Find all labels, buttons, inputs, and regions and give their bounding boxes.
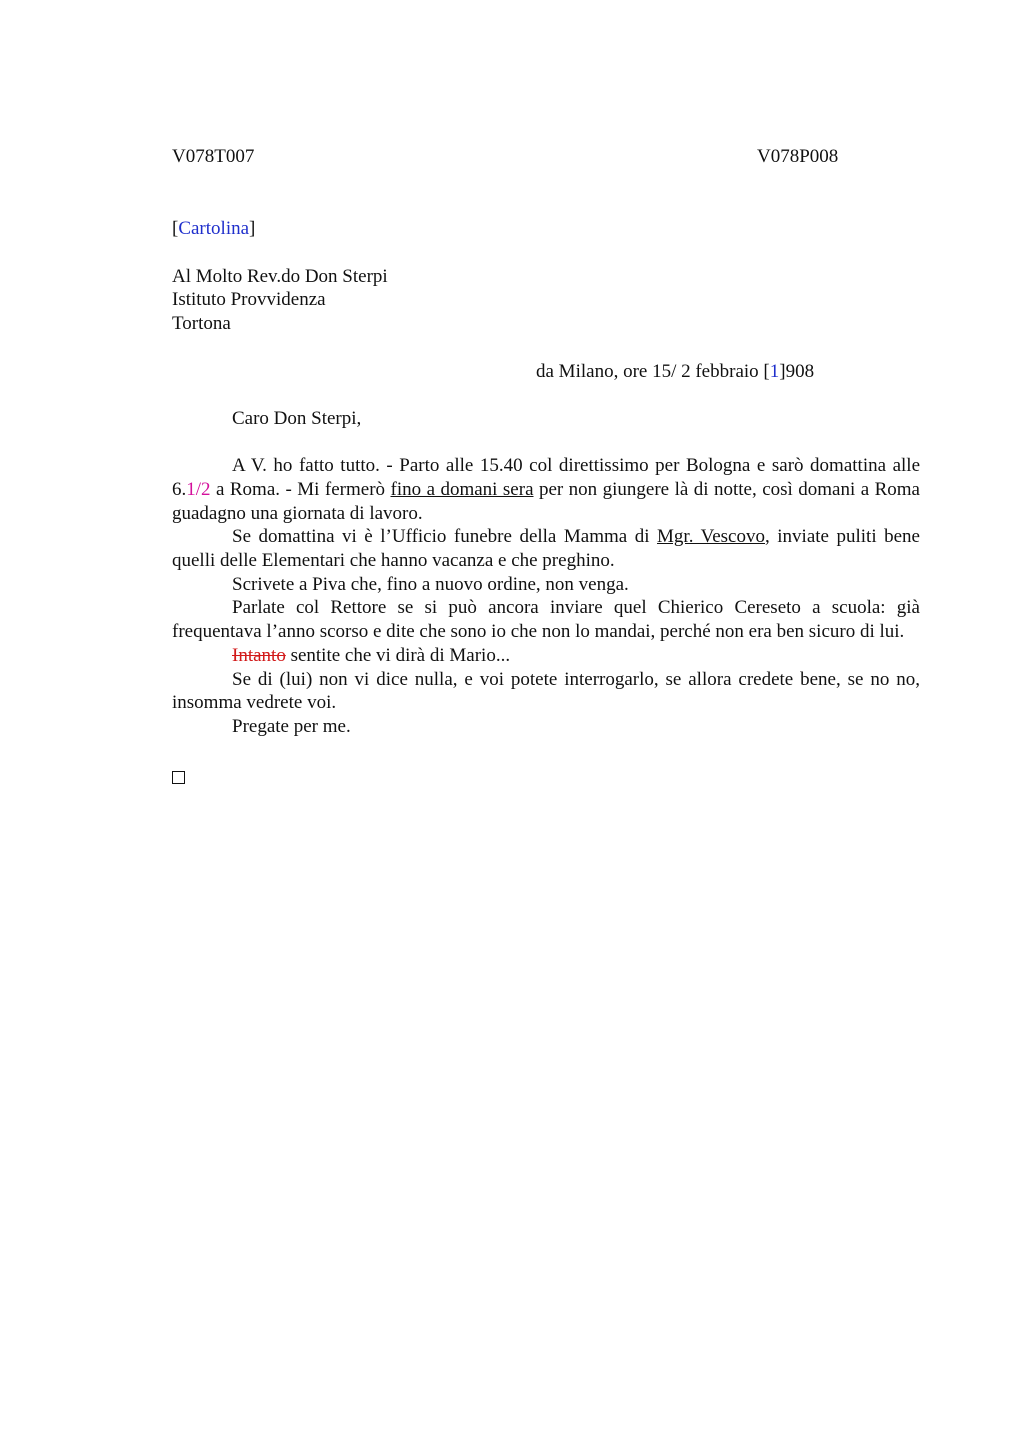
paragraph-2: Se domattina vi è l’Ufficio funebre della Mamma di Mgr. Vescovo, inviate puliti bene quelli delle Elementari che hanno vacanza e che preghino. <box>172 526 920 572</box>
end-mark <box>172 768 920 790</box>
archive-codes <box>172 146 920 170</box>
underlined-text: fino a domani sera <box>390 478 534 500</box>
document-type: [Cartolina] <box>172 218 256 239</box>
address-line-1: Al Molto Rev.do Don Sterpi <box>172 265 388 287</box>
paragraph-6: Se di (lui) non vi dice nulla, e voi potete interrogarlo, se allora credete bene, se no no, insomma vedrete voi. <box>172 668 920 714</box>
paragraph-3: Scrivete a Piva che, fino a nuovo ordine, non venga. <box>232 573 629 595</box>
salutation: Caro Don Sterpi, <box>232 407 362 429</box>
letter-page <box>172 146 920 790</box>
right-code: V078P008 <box>757 146 839 167</box>
address-block <box>172 265 920 336</box>
empty-square-icon <box>172 771 185 784</box>
left-code: V078T007 <box>172 146 255 167</box>
struck-text: Intanto <box>232 644 286 666</box>
letter-body <box>172 454 920 738</box>
document-type-label: Cartolina <box>178 218 250 239</box>
dateline-year-digit: 1 <box>769 360 780 382</box>
paragraph-5: Intanto sentite che vi dirà di Mario... <box>232 644 511 666</box>
paragraph-7: Pregate per me. <box>232 715 351 737</box>
paragraph-4: Parlate col Rettore se si può ancora inviare quel Chierico Cereseto a scuola: già frequentava l’anno scorso e dite che sono io che non lo mandai, perché non era ben sicuro di lui. <box>172 597 920 643</box>
underlined-text: Mgr. Vescovo <box>657 526 765 548</box>
fraction-text: 1/2 <box>186 478 211 500</box>
address-line-2: Istituto Provvidenza <box>172 289 326 311</box>
address-line-3: Tortona <box>172 313 231 335</box>
paragraph-1: A V. ho fatto tutto. - Parto alle 15.40 col direttissimo per Bologna e sarò domattina alle 6.1/2 a Roma. - Mi fermerò fino a domani sera per non giungere là di notte, così domani a Roma guadagno una giornata di lavoro. <box>172 455 920 524</box>
dateline: da Milano, ore 15/ 2 febbraio [1]908 <box>536 360 815 382</box>
